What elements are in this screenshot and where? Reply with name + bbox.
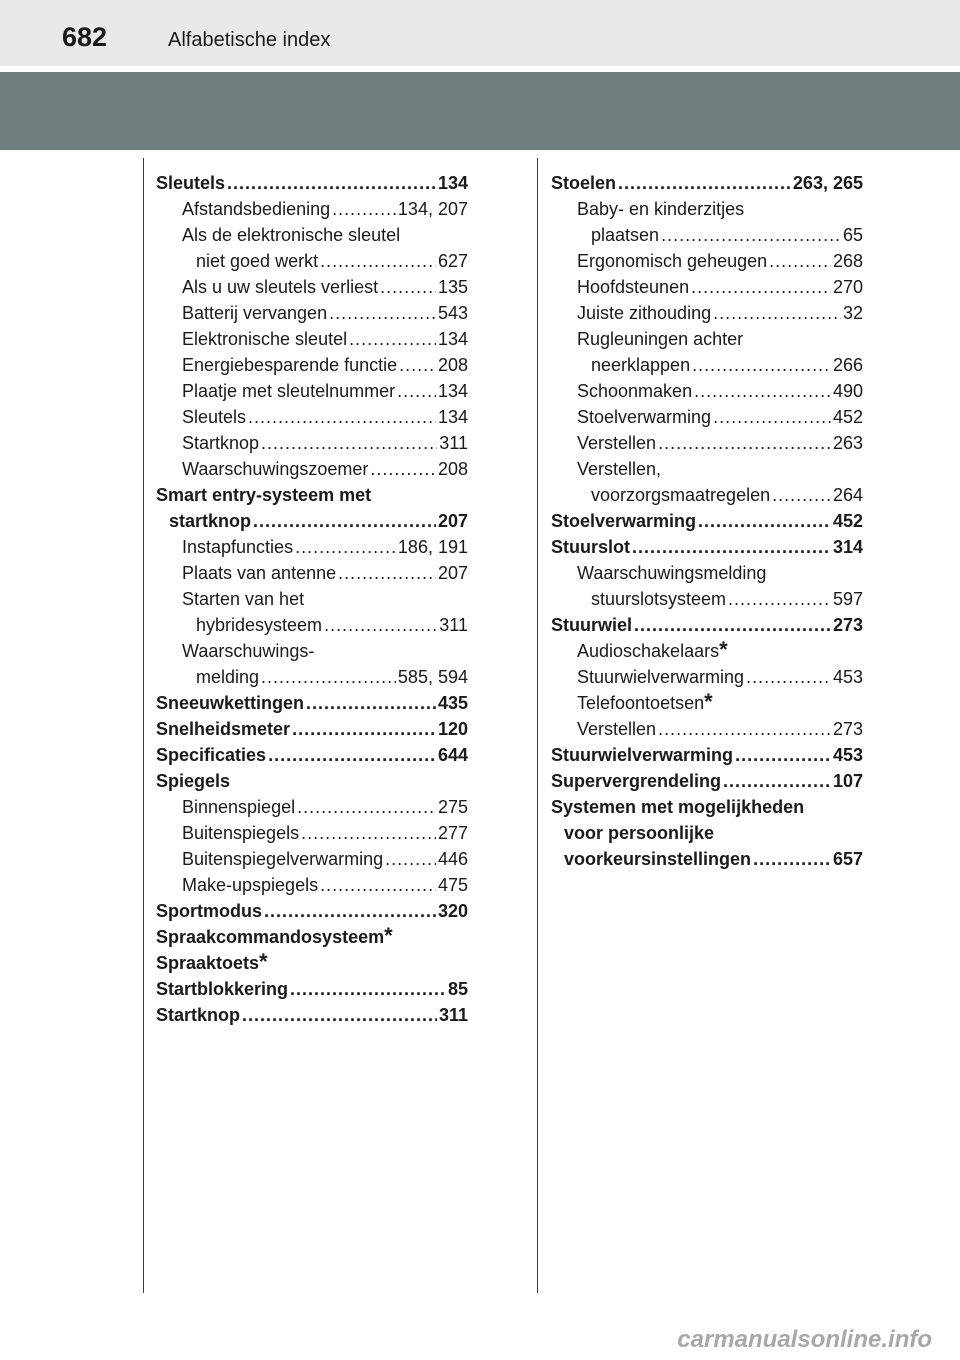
page-reference[interactable]: 208 (437, 355, 468, 375)
page-reference[interactable]: 453 (832, 745, 863, 765)
entry-term: Plaats van antenne (182, 563, 337, 583)
entry-term: Specificaties (156, 745, 267, 765)
index-entry (551, 794, 863, 820)
index-subentry (156, 404, 468, 430)
dot-leader (301, 820, 436, 846)
index-subentry (156, 378, 468, 404)
entry-term: Sneeuwkettingen (156, 693, 305, 713)
index-subentry (156, 872, 468, 898)
dot-leader (324, 612, 437, 638)
entry-term: Sleutels (156, 173, 226, 193)
page-reference[interactable]: 268 (832, 251, 863, 271)
page-reference[interactable]: 134 (437, 407, 468, 427)
page-reference[interactable]: 270 (832, 277, 863, 297)
page-reference[interactable]: 263, 265 (792, 173, 863, 193)
dot-leader (320, 248, 436, 274)
index-subentry: Audioschakelaars * (577, 637, 728, 662)
dot-leader (320, 872, 436, 898)
page-reference[interactable]: 435 (437, 693, 468, 713)
entry-term: stuurslotsysteem (591, 589, 727, 609)
index-subentry (551, 326, 863, 352)
page-reference[interactable]: 657 (832, 849, 863, 869)
entry-term: Sleutels (182, 407, 247, 427)
index-subentry (156, 222, 468, 248)
entry-term: Hoofdsteunen (577, 277, 690, 297)
index-subentry (551, 482, 863, 508)
page-header (0, 0, 960, 66)
index-entry (156, 976, 468, 1002)
page-reference[interactable]: 107 (832, 771, 863, 791)
index-entry (156, 170, 468, 196)
entry-term: Verstellen (577, 719, 657, 739)
page-reference[interactable]: 135 (437, 277, 468, 297)
index-subentry (156, 300, 468, 326)
page-number: 682 (62, 22, 108, 52)
index-subentry (156, 274, 468, 300)
entry-term: Spraakcommandosysteem (156, 927, 385, 947)
entry-term: Stuurwielverwarming (577, 667, 745, 687)
page-reference[interactable]: 446 (437, 849, 468, 869)
page-reference[interactable]: 134, 207 (397, 199, 468, 219)
section-title: Alfabetische index (168, 29, 331, 51)
entry-term: Stoelen (551, 173, 617, 193)
page-reference[interactable]: 85 (447, 979, 468, 999)
index-entry (156, 482, 468, 508)
dot-leader (694, 378, 831, 404)
page-reference[interactable]: 490 (832, 381, 863, 401)
entry-term: Baby- en kinderzitjes (577, 199, 745, 219)
entry-term: niet goed werkt (196, 251, 319, 271)
dot-leader (332, 196, 396, 222)
page-reference[interactable]: 264 (832, 485, 863, 505)
dot-leader (658, 430, 831, 456)
entry-term: Startknop (156, 1005, 241, 1025)
dot-leader (691, 274, 831, 300)
index-subentry (551, 196, 863, 222)
entry-term: Instapfuncties (182, 537, 294, 557)
page-reference[interactable]: 207 (437, 511, 468, 531)
dot-leader (397, 378, 436, 404)
index-subentry (551, 352, 863, 378)
dot-leader (329, 300, 436, 326)
entry-term: Make-upspiegels (182, 875, 319, 895)
dot-leader (295, 534, 396, 560)
dot-leader (253, 508, 436, 534)
entry-term: Smart entry-systeem met (156, 485, 372, 505)
entry-term: Systemen met mogelijkheden (551, 797, 805, 817)
entry-term: Waarschuwingsmelding (577, 563, 767, 583)
dot-leader (753, 846, 831, 872)
dot-leader (772, 482, 831, 508)
entry-term: Buitenspiegelverwarming (182, 849, 384, 869)
page-reference[interactable]: 627 (437, 251, 468, 271)
page-reference[interactable]: 320 (437, 901, 468, 921)
entry-term: voorkeursinstellingen (564, 849, 752, 869)
index-entry: Spraakcommandosysteem * (156, 923, 393, 948)
dot-leader (698, 508, 831, 534)
entry-term: Startknop (182, 433, 260, 453)
index-subentry (551, 248, 863, 274)
entry-term: Elektronische sleutel (182, 329, 348, 349)
index-subentry (156, 534, 468, 560)
dot-leader (385, 846, 436, 872)
index-entry (156, 898, 468, 924)
entry-term: Schoonmaken (577, 381, 693, 401)
index-entry (156, 1002, 468, 1028)
dot-leader (261, 664, 396, 690)
entry-term: melding (196, 667, 260, 687)
dot-leader (292, 716, 436, 742)
index-subentry (156, 456, 468, 482)
index-subentry (551, 378, 863, 404)
index-entry: Spraaktoets * (156, 949, 268, 974)
entry-term: neerklappen (591, 355, 691, 375)
index-column-right (551, 170, 863, 872)
page-reference[interactable]: 644 (437, 745, 468, 765)
entry-term: Plaatje met sleutelnummer (182, 381, 396, 401)
entry-term: Stuurwiel (551, 615, 633, 635)
dot-leader (248, 404, 436, 430)
index-entry (156, 716, 468, 742)
left-rule (143, 158, 144, 1293)
entry-term: Audioschakelaars (577, 641, 720, 661)
page-reference[interactable]: 543 (437, 303, 468, 323)
dot-leader (242, 1002, 437, 1028)
dot-leader (658, 716, 831, 742)
entry-term: Als u uw sleutels verliest (182, 277, 379, 297)
dot-leader (261, 430, 437, 456)
dot-leader (370, 456, 436, 482)
page-reference[interactable]: 273 (832, 615, 863, 635)
index-subentry: Telefoontoetsen * (577, 689, 713, 714)
dot-leader (306, 690, 436, 716)
page-reference[interactable]: 65 (842, 225, 863, 245)
entry-term: hybridesysteem (196, 615, 323, 635)
page-reference[interactable]: 207 (437, 563, 468, 583)
entry-term: Stuurwielverwarming (551, 745, 734, 765)
page-reference[interactable]: 314 (832, 537, 863, 557)
page-reference[interactable]: 134 (437, 381, 468, 401)
index-entry (551, 534, 863, 560)
index-subentry (156, 352, 468, 378)
dot-leader (769, 248, 831, 274)
index-entry (551, 508, 863, 534)
entry-term: Rugleuningen achter (577, 329, 744, 349)
page-reference[interactable]: 32 (842, 303, 863, 323)
entry-term: Startblokkering (156, 979, 289, 999)
page-reference[interactable]: 186, 191 (397, 537, 468, 557)
dot-leader (227, 170, 436, 196)
entry-term: Batterij vervangen (182, 303, 328, 323)
entry-term: Stoelverwarming (551, 511, 697, 531)
page-reference[interactable]: 273 (832, 719, 863, 739)
dot-leader (618, 170, 791, 196)
index-entry (551, 768, 863, 794)
index-entry (156, 690, 468, 716)
page-reference[interactable]: 311 (439, 433, 468, 453)
index-subentry (156, 794, 468, 820)
entry-term: voorzorgsmaatregelen (591, 485, 771, 505)
entry-term: Telefoontoetsen (577, 693, 705, 713)
dot-leader (297, 794, 436, 820)
entry-term: Verstellen, (577, 459, 662, 479)
entry-term: Juiste zithouding (577, 303, 712, 323)
entry-term: Sportmodus (156, 901, 262, 921)
index-subentry (551, 820, 863, 846)
dot-leader (661, 222, 841, 248)
dot-leader (692, 352, 831, 378)
header-band (0, 72, 960, 150)
index-subentry (551, 456, 863, 482)
entry-term: Afstandsbediening (182, 199, 331, 219)
index-subentry (551, 586, 863, 612)
page-reference[interactable]: 275 (437, 797, 468, 817)
entry-term: plaatsen (591, 225, 660, 245)
entry-term: Stoelverwarming (577, 407, 712, 427)
page-reference[interactable]: 311 (439, 615, 468, 635)
index-entry (156, 768, 468, 794)
entry-term: Binnenspiegel (182, 797, 296, 817)
dot-leader (632, 534, 831, 560)
index-subentry (551, 300, 863, 326)
page-reference[interactable]: 597 (832, 589, 863, 609)
dot-leader (380, 274, 436, 300)
index-column-left (156, 170, 468, 1028)
index-subentry (156, 196, 468, 222)
page-reference[interactable]: 311 (438, 1005, 468, 1025)
index-subentry (551, 560, 863, 586)
entry-term: Waarschuwingszoemer (182, 459, 369, 479)
page-reference[interactable]: 475 (437, 875, 468, 895)
dot-leader (746, 664, 831, 690)
index-entry (551, 170, 863, 196)
page-reference[interactable]: 208 (437, 459, 468, 479)
page-reference[interactable]: 266 (832, 355, 863, 375)
index-subentry (156, 846, 468, 872)
dot-leader (713, 404, 831, 430)
index-subentry (551, 274, 863, 300)
dot-leader (713, 300, 841, 326)
index-subentry (551, 664, 863, 690)
entry-term: Starten van het (182, 589, 305, 609)
entry-term: Stuurslot (551, 537, 630, 557)
dot-leader (735, 742, 831, 768)
entry-term: Waarschuwings- (182, 641, 315, 661)
entry-term: Snelheidsmeter (156, 719, 291, 739)
index-subentry (156, 820, 468, 846)
index-subentry (551, 222, 863, 248)
index-subentry (156, 326, 468, 352)
entry-term: voor persoonlijke (564, 823, 715, 843)
index-subentry (551, 716, 863, 742)
dot-leader (728, 586, 831, 612)
index-entry (156, 742, 468, 768)
index-entry (551, 612, 863, 638)
entry-term: Spiegels (156, 771, 231, 791)
page-reference[interactable]: 263 (832, 433, 863, 453)
index-entry (551, 742, 863, 768)
index-subentry (156, 586, 468, 612)
index-subentry (551, 404, 863, 430)
page-reference[interactable]: 453 (832, 667, 863, 687)
index-subentry (156, 430, 468, 456)
entry-term: Verstellen (577, 433, 657, 453)
page-reference[interactable]: 585, 594 (397, 667, 468, 687)
middle-rule (537, 158, 538, 1293)
page-reference[interactable]: 277 (437, 823, 468, 843)
dot-leader (290, 976, 446, 1002)
entry-term: Energiebesparende functie (182, 355, 398, 375)
page-reference[interactable]: 452 (832, 511, 863, 531)
entry-term: Als de elektronische sleutel (182, 225, 401, 245)
dot-leader (268, 742, 436, 768)
dot-leader (264, 898, 436, 924)
entry-term: Buitenspiegels (182, 823, 300, 843)
page-reference[interactable]: 134 (437, 329, 468, 349)
watermark: carmanualsonline.info (677, 1326, 932, 1353)
index-subentry (551, 430, 863, 456)
entry-term: Ergonomisch geheugen (577, 251, 768, 271)
index-subentry (156, 248, 468, 274)
index-subentry (551, 846, 863, 872)
index-subentry (156, 508, 468, 534)
entry-term: Supervergrendeling (551, 771, 722, 791)
page-reference[interactable]: 120 (437, 719, 468, 739)
dot-leader (349, 326, 436, 352)
dot-leader (723, 768, 831, 794)
page-reference[interactable]: 452 (832, 407, 863, 427)
index-subentry (156, 664, 468, 690)
entry-term: startknop (169, 511, 252, 531)
index-subentry (156, 612, 468, 638)
page-reference[interactable]: 134 (437, 173, 468, 193)
dot-leader (634, 612, 831, 638)
entry-term: Spraaktoets (156, 953, 260, 973)
dot-leader (338, 560, 436, 586)
dot-leader (399, 352, 436, 378)
index-subentry (156, 638, 468, 664)
index-subentry (156, 560, 468, 586)
